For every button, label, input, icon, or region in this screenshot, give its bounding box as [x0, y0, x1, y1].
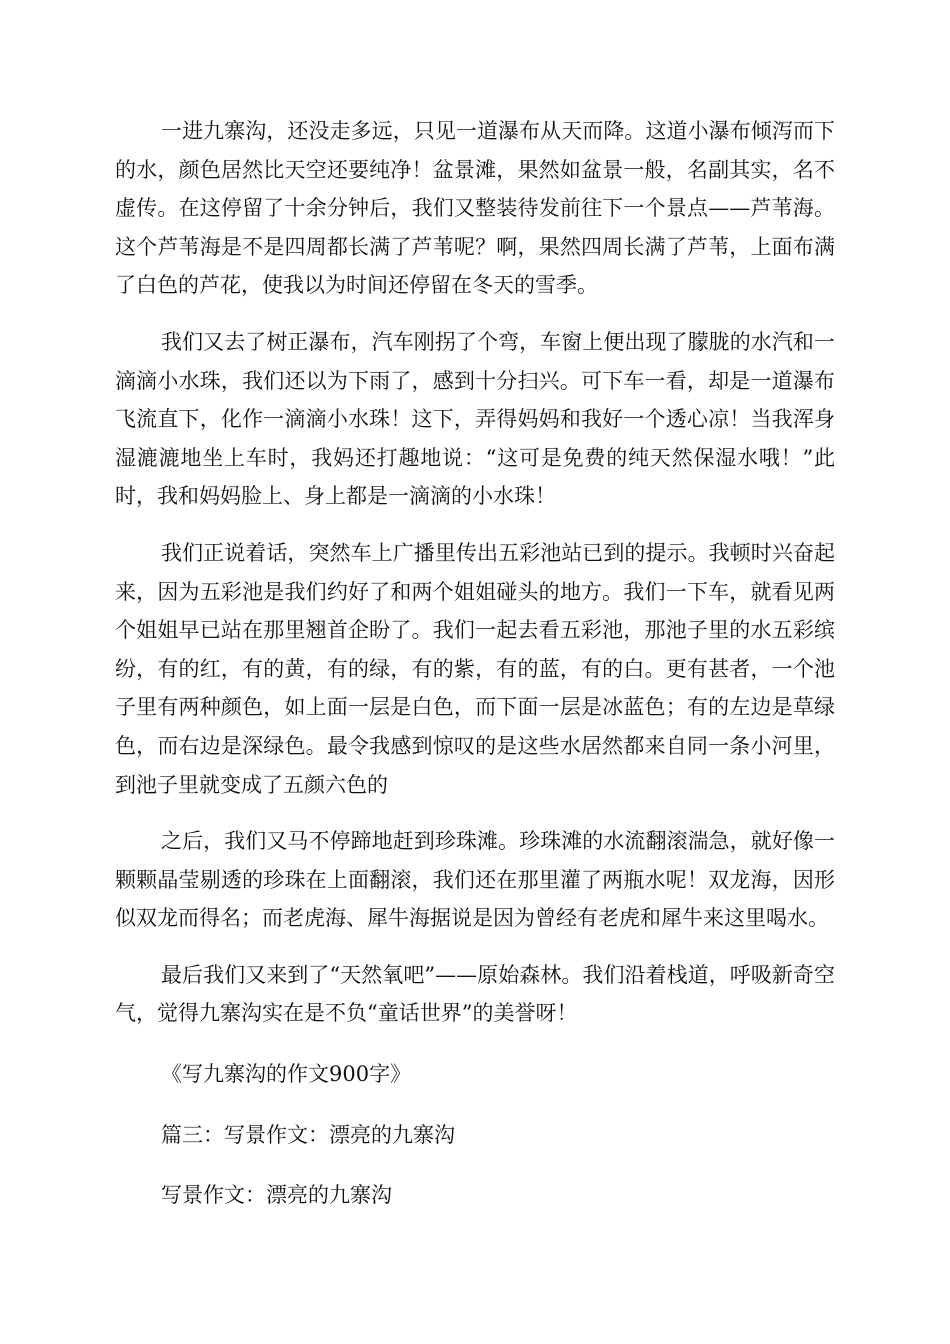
paragraph-2: 我们又去了树正瀑布，汽车刚拐了个弯，车窗上便出现了朦胧的水汽和一滴滴小水珠，我们还以为下雨了，感到十分扫兴。可下车一看，却是一道瀑布飞流直下，化作一滴滴小水珠！这下，弄得妈妈和我好一个透心凉！当我浑身湿漉漉地坐上车时，我妈还打趣地说：“这可是免费的纯天然保湿水哦！”此时，我和妈妈脸上、身上都是一滴滴的小水珠！	[115, 329, 835, 509]
paragraph-3: 我们正说着话，突然车上广播里传出五彩池站已到的提示。我顿时兴奋起来，因为五彩池是我们约好了和两个姐姐碰头的地方。我们一下车，就看见两个姐姐早已站在那里翘首企盼了。我们一起去看五彩池，那池子里的水五彩缤纷，有的红，有的黄，有的绿，有的紫，有的蓝，有的白。更有甚者，一个池子里有两种颜色，如上面一层是白色，而下面一层是冰蓝色；有的左边是草绿色，而右边是深绿色。最令我感到惊叹的是这些水居然都来自同一条小河里，到池子里就变成了五颜六色的	[115, 540, 835, 797]
section-heading: 篇三：写景作文：漂亮的九寨沟	[161, 1122, 455, 1147]
source-title: 《写九寨沟的作文900字》	[161, 1062, 412, 1087]
paragraph-5: 最后我们又来到了“天然氧吧”——原始森林。我们沿着栈道，呼吸新奇空气，觉得九寨沟实在是不负“童话世界”的美誉呀！	[115, 962, 835, 1026]
paragraph-1: 一进九寨沟，还没走多远，只见一道瀑布从天而降。这道小瀑布倾泻而下的水，颜色居然比天空还要纯净！盆景滩，果然如盆景一般，名副其实，名不虚传。在这停留了十余分钟后，我们又整装待发前往下一个景点——芦苇海。这个芦苇海是不是四周都长满了芦苇呢？啊，果然四周长满了芦苇，上面布满了白色的芦花，使我以为时间还停留在冬天的雪季。	[115, 119, 835, 298]
document-body	[115, 112, 835, 1233]
paragraph-4: 之后，我们又马不停蹄地赶到珍珠滩。珍珠滩的水流翻滚湍急，就好像一颗颗晶莹剔透的珍珠在上面翻滚，我们还在那里灌了两瓶水呢！双龙海，因形似双龙而得名；而老虎海、犀牛海据说是因为曾经有老虎和犀牛来这里喝水。	[115, 829, 835, 931]
article-title: 写景作文：漂亮的九寨沟	[161, 1183, 392, 1208]
